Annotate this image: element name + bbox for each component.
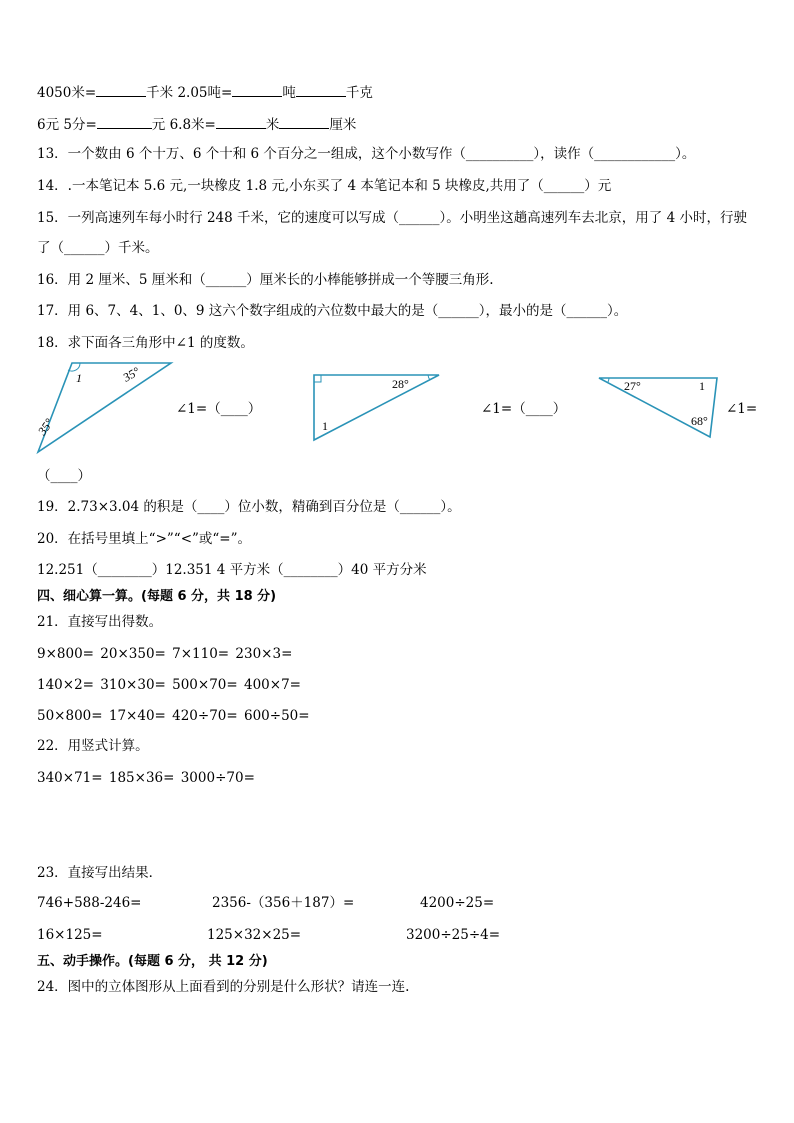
triangle-3: [596, 375, 721, 441]
unit-conversion-line-1: [37, 82, 373, 102]
text: 6元 5分=: [37, 117, 97, 133]
question-20: 20．在括号里填上“>”“<”或“=”。: [37, 531, 252, 547]
question-15-continued: 了（______）千米。: [37, 240, 159, 256]
text: 吨: [282, 85, 296, 101]
answer-blank[interactable]: [96, 82, 146, 97]
question-21-row-1: 9×800= 20×350= 7×110= 230×3=: [37, 646, 293, 662]
angle-label: 1: [322, 419, 328, 433]
answer-blank[interactable]: [232, 82, 282, 97]
question-13: 13．一个数由 6 个十万、6 个十和 6 个百分之一组成，这个小数写作（__________），读作（____________）。: [37, 146, 696, 162]
triangle-2-shape: [314, 375, 439, 440]
text: 厘米: [329, 117, 357, 133]
question-23-item: 3200÷25÷4=: [406, 927, 501, 943]
section-5-heading: 五、动手操作。(每题 6 分， 共 12 分): [37, 954, 268, 969]
text: 千克: [345, 85, 373, 101]
answer-blank[interactable]: [216, 114, 266, 129]
angle-answer-1: ∠1=（____）: [176, 401, 262, 417]
question-23-item: 125×32×25=: [207, 927, 302, 943]
section-4-heading: 四、细心算一算。(每题 6 分，共 18 分): [37, 589, 277, 604]
question-21-row-3: 50×800= 17×40= 420÷70= 600÷50=: [37, 708, 310, 724]
triangle-1-shape: [38, 363, 171, 452]
angle-label: 68°: [691, 414, 708, 428]
question-21: 21．直接写出得数。: [37, 614, 163, 630]
angle-label: 1: [699, 379, 705, 393]
unit-conversion-line-2: [37, 114, 356, 134]
question-23-item: 16×125=: [37, 927, 103, 943]
question-22-row: 340×71= 185×36= 3000÷70=: [37, 770, 255, 786]
question-18: 18．求下面各三角形中∠1 的度数。: [37, 335, 254, 351]
angle-label: 35°: [34, 415, 57, 438]
answer-blank[interactable]: [97, 114, 152, 129]
question-23-item: 746+588-246=: [37, 895, 142, 911]
question-21-row-2: 140×2= 310×30= 500×70= 400×7=: [37, 677, 301, 693]
question-24: 24．图中的立体图形从上面看到的分别是什么形状？请连一连.: [37, 979, 410, 995]
text: 米: [265, 117, 280, 133]
angle-answer-2: ∠1=（____）: [481, 401, 567, 417]
angle-label: 28°: [392, 377, 409, 391]
question-19: 19．2.73×3.04 的积是（____）位小数，精确到百分位是（______）。: [37, 499, 461, 515]
question-15: 15．一列高速列车每小时行 248 千米，它的速度可以写成（______）。小明坐这趟高速列车去北京，用了 4 小时，行驶: [37, 210, 747, 226]
question-23-item: 4200÷25=: [420, 895, 495, 911]
text: 4050米=: [37, 85, 97, 101]
angle-label: 27°: [624, 379, 641, 393]
text: 元 6.8米=: [151, 117, 216, 133]
question-22: 22．用竖式计算。: [37, 738, 149, 754]
question-23: 23．直接写出结果．: [37, 865, 163, 881]
triangle-1: [36, 360, 176, 455]
text: 千米 2.05吨=: [146, 85, 233, 101]
angle-answer-3-blank: （____）: [37, 468, 91, 484]
right-angle-mark: [314, 375, 321, 382]
angle-answer-3: ∠1=: [726, 401, 758, 417]
question-14: 14．.一本笔记本 5.6 元,一块橡皮 1.8 元,小东买了 4 本笔记本和 5 块橡皮,共用了（______）元: [37, 178, 612, 194]
answer-blank[interactable]: [296, 82, 346, 97]
question-17: 17．用 6、7、4、1、0、9 这六个数字组成的六位数中最大的是（______），最小的是（______）。: [37, 303, 628, 319]
angle-label: 1: [76, 371, 82, 385]
angle-label: 35°: [120, 364, 143, 385]
triangle-2: [310, 372, 445, 444]
question-16: 16．用 2 厘米、5 厘米和（______）厘米长的小棒能够拼成一个等腰三角形.: [37, 272, 494, 288]
answer-blank[interactable]: [279, 114, 329, 129]
question-23-item: 2356-（356＋187）=: [212, 895, 355, 911]
question-20-items: 12.251（________）12.351 4 平方米（________）40 平方分米: [37, 562, 427, 578]
